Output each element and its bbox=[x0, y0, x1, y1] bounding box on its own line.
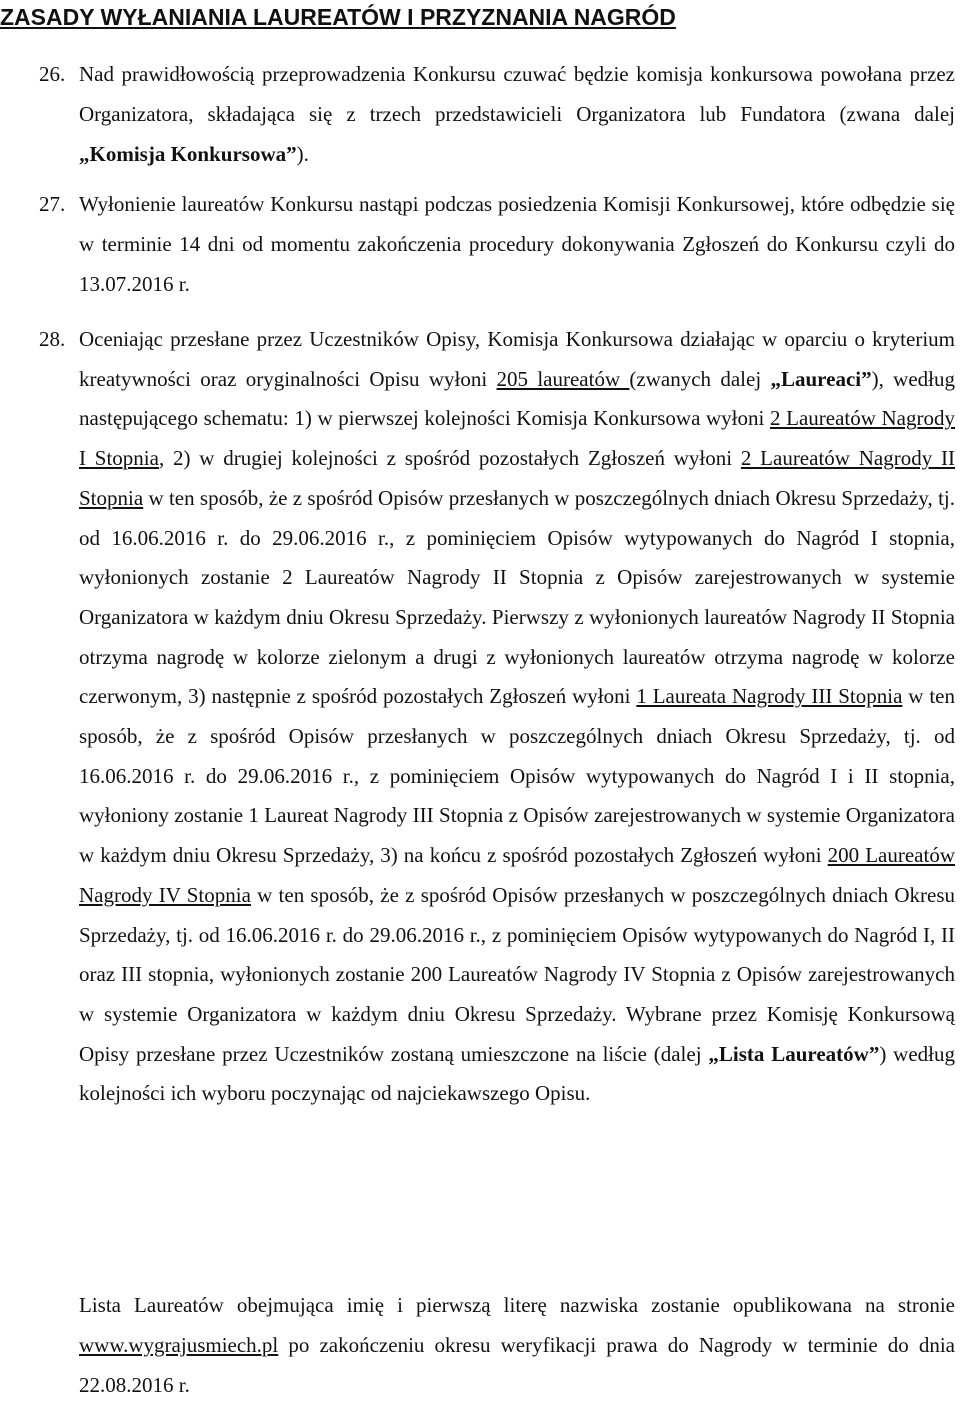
paragraph-27 bbox=[39, 184, 955, 304]
underlined-prize-4: 200 Laureatów Nagrody IV Stopnia bbox=[79, 843, 955, 907]
paragraph-text: ). bbox=[296, 142, 309, 166]
paragraph-text: , 2) w drugiej kolejności z spośród pozostałych Zgłoszeń wyłoni bbox=[158, 446, 741, 471]
paragraph-text: (zwanych dalej bbox=[629, 366, 771, 391]
paragraph-number: 27. bbox=[39, 192, 66, 216]
paragraph-text: w ten sposób, że z spośród Opisów przesłanych w poszczególnych dniach Okresu Sprzedaży, tj. od 16.06.2016 r. do 29.06.2016 r., z pominięciem Opisów wytypowanych do Nagród I, II oraz III stopnia, wyłonionych zostanie 200 Laureatów Nagrody IV Stopnia z Opisów zarejestrowanych w systemie Organizatora w każdym dniu Okresu Sprzedaży. Wybrane przez Komisję Konkursową Opisy przesłane przez Uczestników zostaną umieszczone na liście (dalej bbox=[79, 882, 955, 1066]
paragraph-26 bbox=[39, 54, 955, 174]
defined-term-lista-laureatow: „Lista Laureatów” bbox=[708, 1041, 880, 1066]
paragraph-text: Wyłonienie laureatów Konkursu nastąpi podczas posiedzenia Komisji Konkursowej, które odbędzie się w terminie 14 dni od momentu zakończenia procedury dokonywania Zgłoszeń do Konkursu czyli do 13.07.2016 r. bbox=[79, 192, 955, 296]
underlined-prize-1: 2 Laureatów Nagrody I Stopnia bbox=[79, 406, 955, 471]
paragraph-text: w ten sposób, że z spośród Opisów przesłanych w poszczególnych dniach Okresu Sprzedaży, tj. od 16.06.2016 r. do 29.06.2016 r., z pominięciem Opisów wytypowanych do Nagród I i II stopnia, wyłoniony zostanie 1 Laureat Nagrody III Stopnia z Opisów zarejestrowanych w systemie Organizatora w każdym dniu Okresu Sprzedaży, 3) na końcu z spośród pozostałych Zgłoszeń wyłoni bbox=[79, 684, 955, 868]
paragraph-text: Nad prawidłowością przeprowadzenia Konkursu czuwać będzie komisja konkursowa powołana przez Organizatora, składająca się z trzech przedstawicieli Organizatora lub Fundatora (zwana dalej bbox=[79, 62, 955, 126]
paragraph-text: w ten sposób, że z spośród Opisów przesłanych w poszczególnych dniach Okresu Sprzedaży, tj. od 16.06.2016 r. do 29.06.2016 r., z pominięciem Opisów wytypowanych do Nagród I stopnia, wyłonionych zostanie 2 Laureatów Nagrody II Stopnia z Opisów zarejestrowanych w systemie Organizatora w każdym dniu Okresu Sprzedaży. Pierwszy z wyłonionych laureatów Nagrody II Stopnia otrzyma nagrodę w kolorze zielonym a drugi z wyłonionych laureatów otrzyma nagrodę w kolorze czerwonym, 3) następnie z spośród pozostałych Zgłoszeń wyłoni bbox=[79, 485, 955, 709]
defined-term-laureaci: „Laureaci” bbox=[770, 366, 872, 391]
paragraph-text: ) według kolejności ich wyboru poczynając od najciekawszego Opisu. bbox=[79, 1041, 955, 1106]
paragraph-text: Oceniając przesłane przez Uczestników Opisy, Komisja Konkursowa działając w oparciu o kryterium kreatywności oraz oryginalności Opisu wyłoni bbox=[79, 327, 955, 391]
paragraph-number: 28. bbox=[39, 327, 66, 351]
paragraph-text: ), według następującego schematu: 1) w pierwszej kolejności Komisja Konkursowa wyłoni bbox=[79, 366, 955, 431]
section-heading: ZASADY WYŁANIANIA LAUREATÓW I PRZYZNANIA NAGRÓD bbox=[0, 4, 676, 30]
underlined-prize-3: 1 Laureata Nagrody III Stopnia bbox=[636, 684, 903, 709]
paragraph-text: po zakończeniu okresu weryfikacji prawa do Nagrody w terminie do dnia 22.08.2016 r. bbox=[79, 1333, 955, 1397]
paragraph-number: 26. bbox=[39, 62, 66, 86]
website-link[interactable]: www.wygrajusmiech.pl bbox=[79, 1333, 279, 1357]
paragraph-publication bbox=[79, 1285, 955, 1405]
defined-term-komisja: „Komisja Konkursowa” bbox=[79, 142, 297, 166]
paragraph-28 bbox=[39, 320, 956, 1114]
underlined-laureates-count: 205 laureatów bbox=[496, 366, 630, 391]
underlined-prize-2: 2 Laureatów Nagrody II Stopnia bbox=[79, 446, 956, 510]
paragraph-text: Lista Laureatów obejmująca imię i pierwszą literę nazwiska zostanie opublikowana na stronie bbox=[79, 1293, 955, 1317]
